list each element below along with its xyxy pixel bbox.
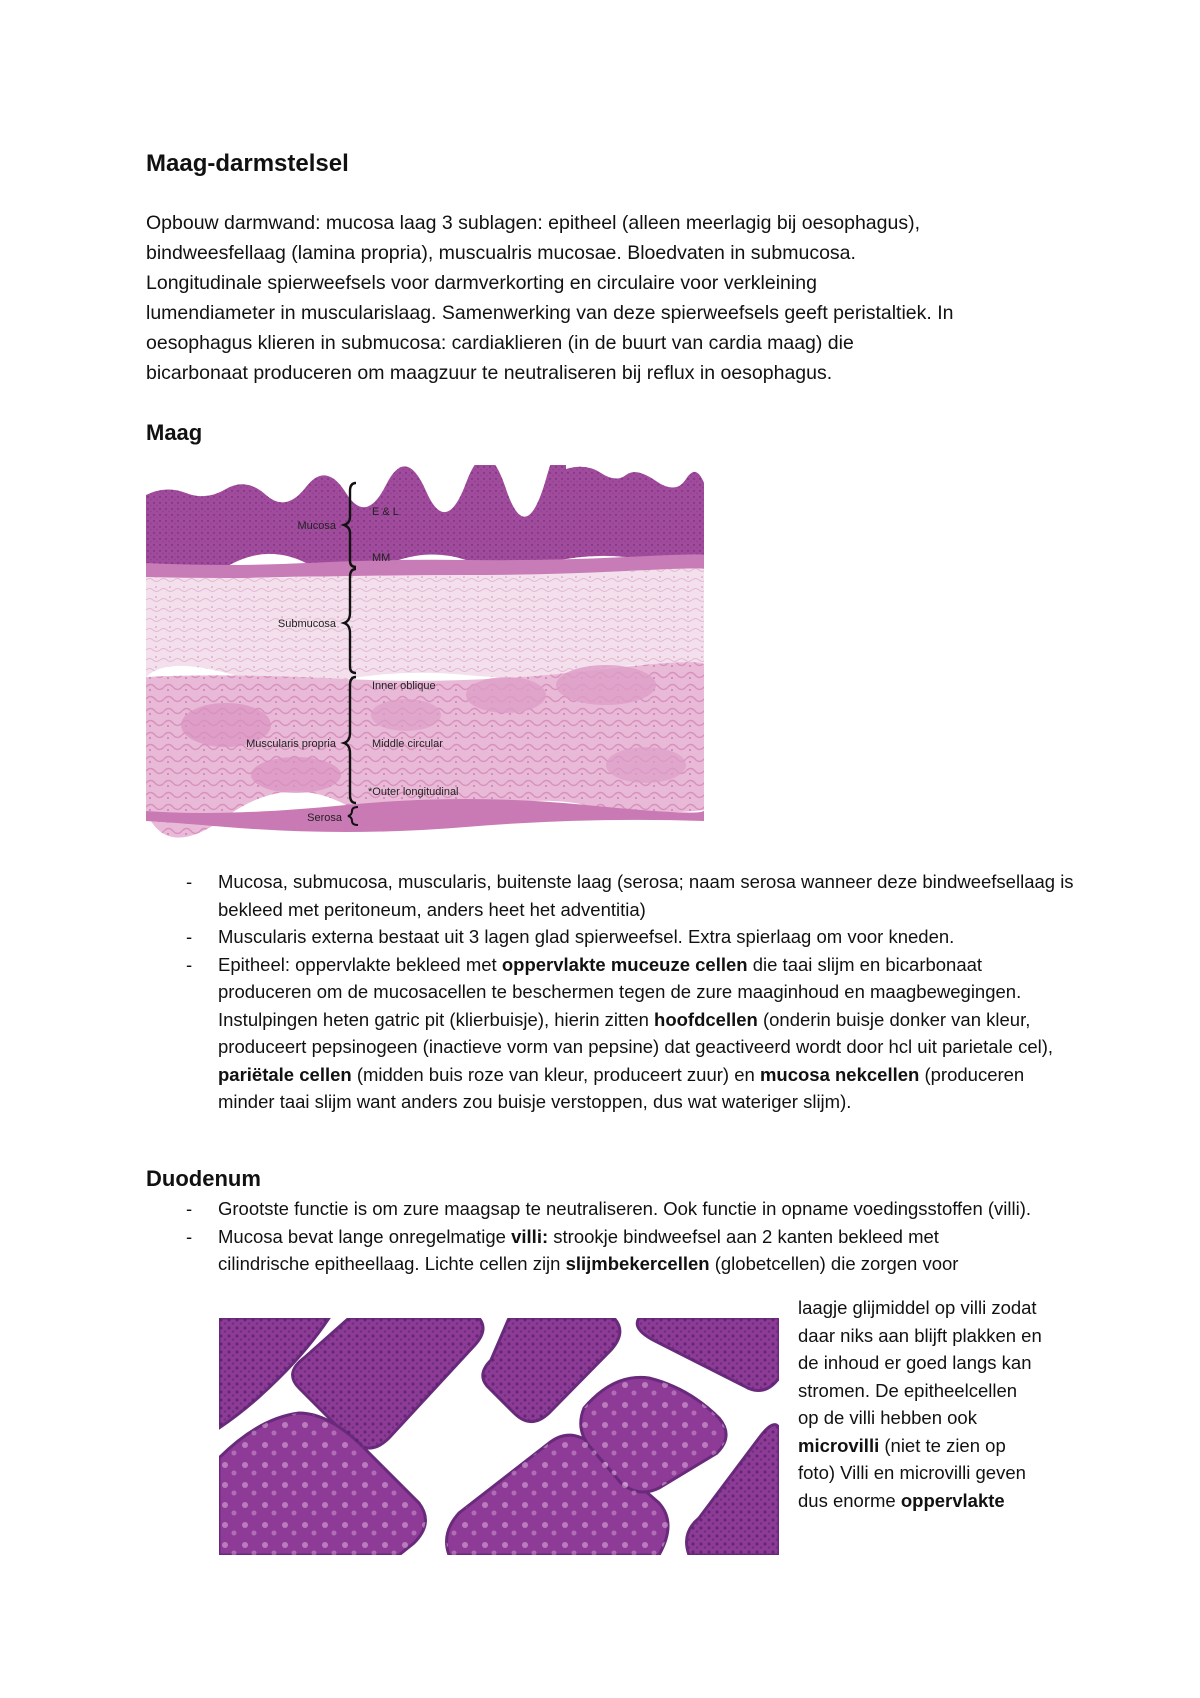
figure-label-inner-oblique: Inner oblique bbox=[372, 680, 436, 692]
section-heading-duodenum: Duodenum bbox=[146, 1166, 261, 1191]
intro-line: bicarbonaat produceren om maagzuur te neutraliseren bij reflux in oesophagus. bbox=[146, 362, 833, 384]
bullet-text: (produceren minder taai slijm want anders zou buisje verstoppen, dus wat wateriger slijm). bbox=[218, 1063, 1025, 1112]
side-line: foto) Villi en microvilli geven bbox=[798, 1462, 1026, 1483]
bullet-text: (globetcellen) die zorgen voor bbox=[709, 1253, 959, 1274]
figure-label-outer-longitudinal: *Outer longitudinal bbox=[368, 786, 459, 798]
bold-term: villi: bbox=[511, 1225, 549, 1247]
intro-line: oesophagus klieren in submucosa: cardiaklieren (in de buurt van cardia maag) die bbox=[146, 332, 854, 354]
figure-label-muscularis-propria: Muscularis propria bbox=[246, 738, 336, 750]
bold-term: slijmbekercellen bbox=[565, 1253, 710, 1274]
figure-label-mm: MM bbox=[372, 552, 391, 564]
side-line bbox=[798, 1432, 1098, 1460]
list-item bbox=[146, 923, 1076, 951]
bold-term: microvilli bbox=[798, 1434, 880, 1456]
bold-term: oppervlakte bbox=[900, 1489, 1005, 1511]
side-line: stromen. De epitheelcellen bbox=[798, 1379, 1018, 1401]
list-item bbox=[146, 868, 1076, 923]
bullet-text: (midden buis roze van kleur, produceert zuur) en bbox=[351, 1063, 760, 1085]
duodenum-bullet-list bbox=[146, 1195, 1076, 1278]
bullet-text: strookje bindweefsel aan 2 kanten bekleed met bbox=[548, 1225, 939, 1247]
bullet-text: Grootste functie is om zure maagsap te neutraliseren. Ook functie in opname voedingsstoffen (villi). bbox=[218, 1198, 1032, 1219]
intro-line: Opbouw darmwand: mucosa laag 3 sublagen: epitheel (alleen meerlagig bij oesophagus), bbox=[146, 212, 920, 234]
intro-paragraph bbox=[146, 208, 1086, 388]
intro-line: bindweesfellaag (lamina propria), muscualris mucosae. Bloedvaten in submucosa. bbox=[146, 242, 856, 264]
bullet-text: (onderin buisje donker van kleur, produceert pepsinogeen (inactieve vorm van pepsine) dat geactiveerd wordt door hcl uit parietale cel), bbox=[218, 1008, 1054, 1057]
intro-line: lumendiameter in muscularislaag. Samenwerking van deze spierweefsels geeft peristaltiek. In bbox=[146, 302, 954, 324]
bold-term: mucosa nekcellen bbox=[759, 1063, 920, 1085]
duodenum-side-text bbox=[798, 1294, 1098, 1514]
list-item bbox=[146, 1195, 1076, 1223]
list-item bbox=[146, 1223, 1076, 1278]
page-title: Maag-darmstelsel bbox=[146, 150, 349, 177]
figure-label-submucosa: Submucosa bbox=[277, 618, 336, 630]
intro-line: Longitudinale spierweefsels voor darmverkorting en circulaire voor verkleining bbox=[146, 272, 817, 294]
side-line bbox=[798, 1487, 1098, 1515]
figure-label-el: E & L bbox=[372, 506, 399, 518]
side-text: (niet te zien op bbox=[879, 1434, 1006, 1456]
side-line: de inhoud er goed langs kan bbox=[798, 1352, 1032, 1373]
side-line: laagje glijmiddel op villi zodat bbox=[798, 1297, 1037, 1318]
bullet-text: Mucosa bevat lange onregelmatige bbox=[218, 1225, 512, 1247]
bullet-line bbox=[218, 1223, 1076, 1251]
bullet-text: Epitheel: oppervlakte bekleed met bbox=[218, 953, 502, 975]
maag-bullet-list bbox=[146, 868, 1076, 1116]
figure-label-serosa: Serosa bbox=[307, 812, 342, 824]
figure-label-mucosa: Mucosa bbox=[297, 520, 336, 532]
bold-term: pariëtale cellen bbox=[218, 1063, 352, 1085]
stomach-wall-histology-image bbox=[146, 465, 704, 843]
side-text: dus enorme bbox=[798, 1489, 901, 1511]
side-line: daar niks aan blijft plakken en bbox=[798, 1324, 1042, 1346]
bullet-text: cilindrische epitheellaag. Lichte cellen zijn bbox=[218, 1253, 566, 1274]
bullet-text: die taai slijm en bicarbonaat produceren om de mucosacellen te beschermen tegen de zure maaginhoud en maagbewegingen. Instulpingen heten gatric pit (klierbuisje), hierin zitten bbox=[218, 953, 1022, 1030]
list-item bbox=[146, 951, 1076, 1116]
bold-term: hoofdcellen bbox=[654, 1008, 758, 1030]
bold-term: oppervlakte muceuze cellen bbox=[501, 953, 748, 975]
side-line: op de villi hebben ook bbox=[798, 1407, 977, 1428]
bullet-text: Mucosa, submucosa, muscularis, buitenste laag (serosa; naam serosa wanneer deze bindweefsellaag is bekleed met peritoneum, anders heet het adventitia) bbox=[218, 871, 1074, 920]
bullet-text: Muscularis externa bestaat uit 3 lagen glad spierweefsel. Extra spierlaag om voor kneden. bbox=[218, 926, 955, 947]
section-heading-maag: Maag bbox=[146, 420, 203, 445]
figure-label-middle-circular: Middle circular bbox=[372, 738, 443, 750]
bullet-line bbox=[218, 1250, 1076, 1278]
duodenum-villi-histology-image bbox=[219, 1318, 779, 1555]
